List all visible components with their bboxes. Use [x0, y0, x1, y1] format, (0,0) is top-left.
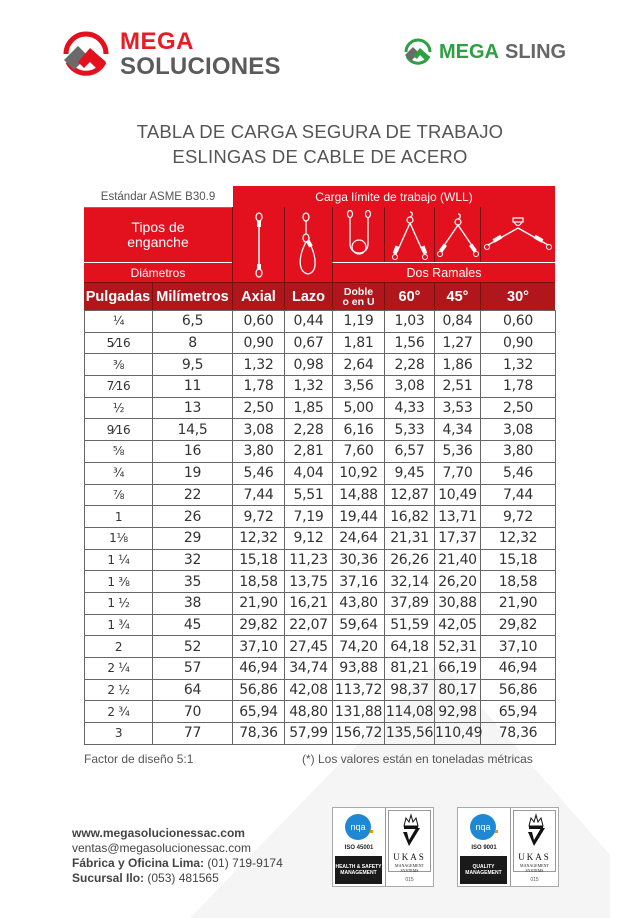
cell-inches: 7⁄16 — [85, 376, 153, 398]
cell-deg45: 1,27 — [435, 332, 481, 354]
website-link[interactable]: www.megasolucionessac.com — [72, 826, 245, 840]
cell-deg45: 110,49 — [435, 723, 481, 745]
cell-inches: 2 — [85, 636, 153, 658]
cell-millimeters: 19 — [153, 462, 233, 484]
table-row — [85, 332, 556, 354]
cell-deg60: 64,18 — [385, 636, 435, 658]
cell-axial: 1,78 — [233, 376, 285, 398]
cell-deg60: 2,28 — [385, 354, 435, 376]
cell-deg45: 42,05 — [435, 614, 481, 636]
table-row — [85, 658, 556, 680]
cell-deg45: 0,84 — [435, 311, 481, 333]
cell-axial: 1,32 — [233, 354, 285, 376]
lima-label: Fábrica y Oficina Lima: — [72, 856, 205, 870]
cell-deg45: 1,86 — [435, 354, 481, 376]
two-legs-header: Dos Ramales — [332, 262, 555, 282]
cell-deg60: 32,14 — [385, 571, 435, 593]
cell-millimeters: 45 — [153, 614, 233, 636]
cell-deg60: 114,08 — [385, 701, 435, 723]
col-header-axial: Axial — [232, 282, 284, 310]
cell-millimeters: 13 — [153, 397, 233, 419]
cell-deg60: 6,57 — [385, 441, 435, 463]
email-link[interactable]: ventas@megasolucionessac.com — [72, 841, 251, 855]
cell-basket: 10,92 — [333, 462, 385, 484]
cell-millimeters: 6,5 — [153, 311, 233, 333]
cell-deg60: 16,82 — [385, 506, 435, 528]
cell-basket: 113,72 — [333, 679, 385, 701]
cell-deg30: 65,94 — [481, 701, 556, 723]
cell-axial: 9,72 — [233, 506, 285, 528]
cell-deg30: 5,46 — [481, 462, 556, 484]
cell-axial: 3,08 — [233, 419, 285, 441]
cell-millimeters: 35 — [153, 571, 233, 593]
ukas-number: 015 — [405, 877, 414, 883]
two-leg-60-icon-cell — [384, 207, 434, 262]
cell-basket: 24,64 — [333, 527, 385, 549]
cert-standard: ISO 45001 — [344, 845, 374, 851]
cell-millimeters: 32 — [153, 549, 233, 571]
ukas-label: UKAS — [518, 852, 551, 862]
cell-deg30: 18,58 — [481, 571, 556, 593]
table-row — [85, 506, 556, 528]
cell-millimeters: 29 — [153, 527, 233, 549]
col-header-basket-line2: o en U — [342, 295, 375, 308]
ukas-crown-check-icon — [400, 812, 422, 850]
cell-axial: 12,32 — [233, 527, 285, 549]
two-leg-45-icon — [437, 210, 479, 260]
cell-axial: 7,44 — [233, 484, 285, 506]
cell-deg60: 9,45 — [385, 462, 435, 484]
cell-deg45: 26,20 — [435, 571, 481, 593]
cell-basket: 30,36 — [333, 549, 385, 571]
mega-soluciones-logo — [58, 26, 281, 82]
cell-deg45: 7,70 — [435, 462, 481, 484]
cell-deg30: 12,32 — [481, 527, 556, 549]
cell-deg45: 52,31 — [435, 636, 481, 658]
cell-choker: 57,99 — [285, 723, 333, 745]
cell-choker: 13,75 — [285, 571, 333, 593]
cell-choker: 5,51 — [285, 484, 333, 506]
cell-deg30: 29,82 — [481, 614, 556, 636]
cell-deg30: 1,78 — [481, 376, 556, 398]
axial-sling-icon — [249, 212, 269, 278]
cell-deg30: 1,32 — [481, 354, 556, 376]
cell-deg45: 13,71 — [435, 506, 481, 528]
cell-deg30: 78,36 — [481, 723, 556, 745]
cell-choker: 22,07 — [285, 614, 333, 636]
col-header-choker: Lazo — [284, 282, 332, 310]
mega-sling-logo-icon — [403, 37, 433, 67]
cell-millimeters: 70 — [153, 701, 233, 723]
cell-axial: 65,94 — [233, 701, 285, 723]
units-note: (*) Los valores están en toneladas métricas — [302, 752, 533, 766]
cell-choker: 7,19 — [285, 506, 333, 528]
cell-axial: 5,46 — [233, 462, 285, 484]
ukas-number: 015 — [530, 877, 539, 883]
cell-choker: 48,80 — [285, 701, 333, 723]
cell-inches: 5⁄16 — [85, 332, 153, 354]
ukas-sub: MANAGEMENT SYSTEMS — [520, 863, 549, 873]
table-row — [85, 419, 556, 441]
cell-inches: ¼ — [85, 311, 153, 333]
wll-header: Carga límite de trabajo (WLL) — [232, 186, 555, 207]
cell-deg60: 98,37 — [385, 679, 435, 701]
nqa-logo-icon: nqa — [470, 814, 496, 840]
cell-deg30: 0,60 — [481, 311, 556, 333]
cell-deg45: 92,98 — [435, 701, 481, 723]
cell-deg30: 46,94 — [481, 658, 556, 680]
cell-inches: 1 — [85, 506, 153, 528]
cell-axial: 18,58 — [233, 571, 285, 593]
cell-deg30: 7,44 — [481, 484, 556, 506]
cell-millimeters: 26 — [153, 506, 233, 528]
cell-choker: 4,04 — [285, 462, 333, 484]
cell-millimeters: 16 — [153, 441, 233, 463]
cell-deg60: 5,33 — [385, 419, 435, 441]
cell-millimeters: 22 — [153, 484, 233, 506]
ukas-sub: MANAGEMENT SYSTEMS — [395, 863, 424, 873]
cell-deg45: 4,34 — [435, 419, 481, 441]
cell-deg30: 9,72 — [481, 506, 556, 528]
cell-inches: 2 ½ — [85, 679, 153, 701]
cell-axial: 21,90 — [233, 592, 285, 614]
cell-deg60: 1,03 — [385, 311, 435, 333]
cell-choker: 27,45 — [285, 636, 333, 658]
page-subtitle: ESLINGAS DE CABLE DE ACERO — [172, 146, 468, 167]
load-table — [84, 310, 556, 745]
cell-deg30: 3,80 — [481, 441, 556, 463]
cell-deg30: 21,90 — [481, 592, 556, 614]
mega-sling-logo — [403, 38, 566, 66]
cell-deg60: 21,31 — [385, 527, 435, 549]
cell-inches: 2 ¾ — [85, 701, 153, 723]
logo-soluciones-text: SOLUCIONES — [120, 52, 281, 80]
cell-deg30: 56,86 — [481, 679, 556, 701]
cell-choker: 1,85 — [285, 397, 333, 419]
table-row — [85, 376, 556, 398]
table-row — [85, 701, 556, 723]
nqa-logo-icon: nqa — [345, 814, 371, 840]
logo-mega-sling-sling: SLING — [505, 40, 567, 63]
cell-inches: 1 ⅜ — [85, 571, 153, 593]
col-header-millimeters: Milímetros — [152, 282, 232, 310]
cell-basket: 1,81 — [333, 332, 385, 354]
cell-deg30: 3,08 — [481, 419, 556, 441]
table-row — [85, 636, 556, 658]
cell-deg45: 30,88 — [435, 592, 481, 614]
cell-inches: 1 ¼ — [85, 549, 153, 571]
cert-standard: ISO 9001 — [471, 845, 497, 851]
cell-deg45: 17,37 — [435, 527, 481, 549]
cell-inches: 1 ½ — [85, 592, 153, 614]
cell-deg60: 1,56 — [385, 332, 435, 354]
logo-mega-sling-mega: MEGA — [439, 40, 499, 63]
cell-deg45: 21,40 — [435, 549, 481, 571]
table-row — [85, 484, 556, 506]
cell-basket: 3,56 — [333, 376, 385, 398]
cell-millimeters: 57 — [153, 658, 233, 680]
cell-basket: 74,20 — [333, 636, 385, 658]
cell-choker: 1,32 — [285, 376, 333, 398]
cell-basket: 6,16 — [333, 419, 385, 441]
cell-choker: 0,67 — [285, 332, 333, 354]
cell-deg30: 0,90 — [481, 332, 556, 354]
cell-deg45: 5,36 — [435, 441, 481, 463]
cell-basket: 156,72 — [333, 723, 385, 745]
mega-soluciones-logo-icon — [58, 26, 114, 82]
cell-basket: 37,16 — [333, 571, 385, 593]
ukas-crown-check-icon — [525, 812, 547, 850]
cell-choker: 2,81 — [285, 441, 333, 463]
cell-deg45: 2,51 — [435, 376, 481, 398]
cell-deg45: 3,53 — [435, 397, 481, 419]
table-row — [85, 592, 556, 614]
two-leg-30-icon — [483, 215, 553, 255]
cell-deg60: 81,21 — [385, 658, 435, 680]
cell-basket: 5,00 — [333, 397, 385, 419]
basket-sling-icon — [344, 210, 374, 260]
diameters-header: Diámetros — [84, 262, 232, 282]
cell-axial: 56,86 — [233, 679, 285, 701]
cell-millimeters: 52 — [153, 636, 233, 658]
choker-icon-cell — [284, 207, 332, 282]
cell-deg60: 26,26 — [385, 549, 435, 571]
two-leg-30-icon-cell — [480, 207, 555, 262]
contact-info — [72, 826, 283, 886]
table-row — [85, 614, 556, 636]
cell-choker: 11,23 — [285, 549, 333, 571]
cell-inches: 1 ¾ — [85, 614, 153, 636]
ilo-label: Sucursal Ilo: — [72, 871, 145, 885]
col-header-30: 30° — [480, 282, 555, 310]
page-title: TABLA DE CARGA SEGURA DE TRABAJO — [136, 121, 504, 142]
cell-inches: ½ — [85, 397, 153, 419]
cell-deg60: 4,33 — [385, 397, 435, 419]
cell-axial: 3,80 — [233, 441, 285, 463]
table-row — [85, 311, 556, 333]
cell-millimeters: 64 — [153, 679, 233, 701]
cell-inches: 2 ¼ — [85, 658, 153, 680]
hitch-types-header: Tipos de enganche — [84, 207, 232, 262]
cell-axial: 78,36 — [233, 723, 285, 745]
cell-millimeters: 38 — [153, 592, 233, 614]
cell-millimeters: 77 — [153, 723, 233, 745]
cell-choker: 0,98 — [285, 354, 333, 376]
cell-axial: 0,90 — [233, 332, 285, 354]
standard-label: Estándar ASME B30.9 — [100, 190, 216, 203]
cell-basket: 14,88 — [333, 484, 385, 506]
cell-deg60: 51,59 — [385, 614, 435, 636]
cell-axial: 0,60 — [233, 311, 285, 333]
cell-millimeters: 9,5 — [153, 354, 233, 376]
cell-choker: 9,12 — [285, 527, 333, 549]
cell-basket: 19,44 — [333, 506, 385, 528]
cell-basket: 43,80 — [333, 592, 385, 614]
cell-inches: 1⅛ — [85, 527, 153, 549]
cell-deg60: 37,89 — [385, 592, 435, 614]
table-row — [85, 549, 556, 571]
two-leg-45-icon-cell — [434, 207, 480, 262]
cell-millimeters: 11 — [153, 376, 233, 398]
cell-inches: ⅝ — [85, 441, 153, 463]
col-header-45: 45° — [434, 282, 480, 310]
col-header-basket-line1: Doble — [343, 285, 374, 298]
col-header-60: 60° — [384, 282, 434, 310]
cell-axial: 37,10 — [233, 636, 285, 658]
cell-basket: 59,64 — [333, 614, 385, 636]
logo-mega-text: MEGA — [120, 27, 194, 55]
ilo-phone: (053) 481565 — [147, 871, 219, 885]
table-row — [85, 723, 556, 745]
table-row — [85, 397, 556, 419]
cell-choker: 34,74 — [285, 658, 333, 680]
cell-millimeters: 8 — [153, 332, 233, 354]
axial-icon-cell — [232, 207, 284, 282]
design-factor-note: Factor de diseño 5:1 — [84, 752, 194, 766]
cell-millimeters: 14,5 — [153, 419, 233, 441]
table-row — [85, 354, 556, 376]
cell-deg30: 15,18 — [481, 549, 556, 571]
cell-deg45: 66,19 — [435, 658, 481, 680]
cert-scope: HEALTH & SAFETY MANAGEMENT — [335, 856, 382, 884]
cell-deg45: 10,49 — [435, 484, 481, 506]
table-row — [85, 441, 556, 463]
table-row — [85, 462, 556, 484]
cell-axial: 15,18 — [233, 549, 285, 571]
two-leg-60-icon — [390, 210, 430, 260]
table-row — [85, 679, 556, 701]
cell-inches: 3 — [85, 723, 153, 745]
cell-basket: 2,64 — [333, 354, 385, 376]
certification-iso-9001 — [457, 807, 559, 887]
cell-deg60: 3,08 — [385, 376, 435, 398]
certification-iso-45001 — [332, 807, 434, 887]
cell-choker: 42,08 — [285, 679, 333, 701]
ukas-label: UKAS — [393, 852, 426, 862]
cell-choker: 2,28 — [285, 419, 333, 441]
cell-inches: ¾ — [85, 462, 153, 484]
cell-deg45: 80,17 — [435, 679, 481, 701]
cell-deg60: 12,87 — [385, 484, 435, 506]
cell-deg30: 37,10 — [481, 636, 556, 658]
cell-axial: 29,82 — [233, 614, 285, 636]
col-header-basket — [332, 282, 384, 310]
lima-phone: (01) 719-9174 — [207, 856, 283, 870]
table-row — [85, 527, 556, 549]
cell-basket: 131,88 — [333, 701, 385, 723]
cell-axial: 46,94 — [233, 658, 285, 680]
cell-basket: 93,88 — [333, 658, 385, 680]
cell-basket: 7,60 — [333, 441, 385, 463]
choker-sling-icon — [294, 212, 324, 278]
cell-axial: 2,50 — [233, 397, 285, 419]
basket-icon-cell — [332, 207, 384, 262]
cell-deg60: 135,56 — [385, 723, 435, 745]
cell-inches: ⅜ — [85, 354, 153, 376]
cell-choker: 16,21 — [285, 592, 333, 614]
cell-inches: ⅞ — [85, 484, 153, 506]
cell-inches: 9⁄16 — [85, 419, 153, 441]
cell-deg30: 2,50 — [481, 397, 556, 419]
table-row — [85, 571, 556, 593]
cell-basket: 1,19 — [333, 311, 385, 333]
cert-scope: QUALITY MANAGEMENT — [460, 856, 507, 884]
col-header-inches: Pulgadas — [84, 282, 152, 310]
cell-choker: 0,44 — [285, 311, 333, 333]
